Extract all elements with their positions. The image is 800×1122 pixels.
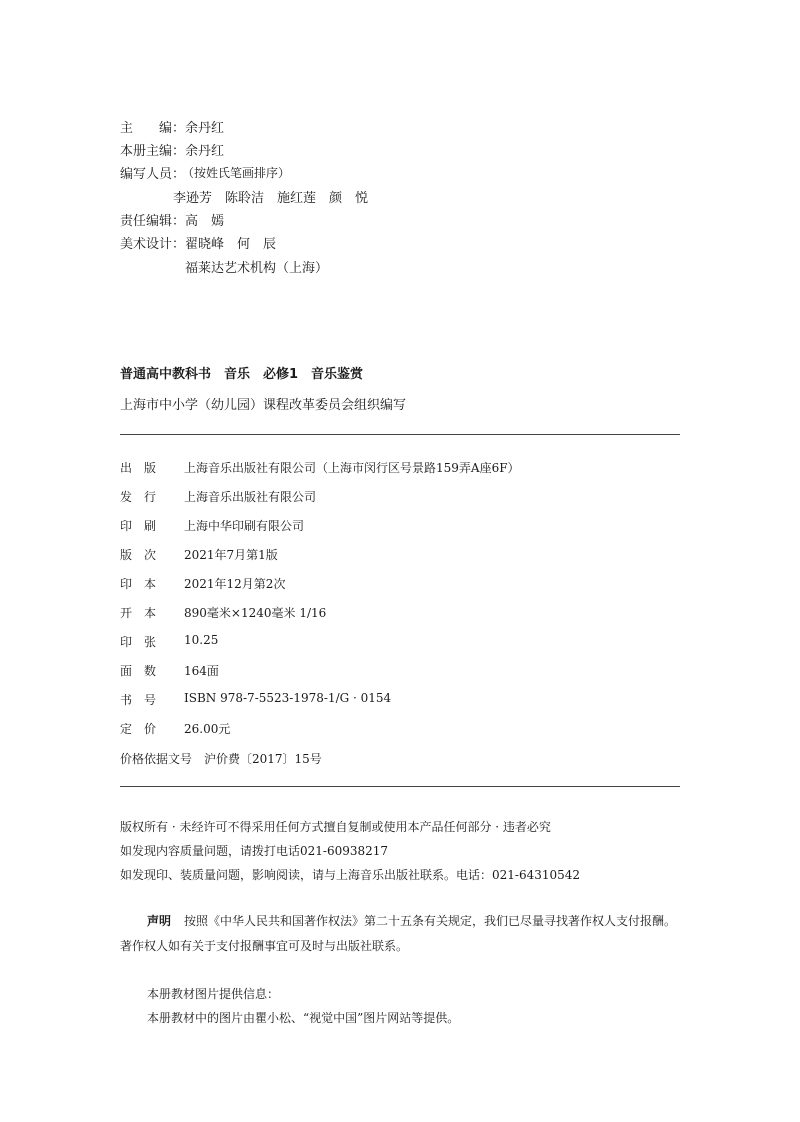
statement-line-1: 按照《中华人民共和国著作权法》第二十五条有关规定，我们已尽量寻找著作权人支付报酬。 xyxy=(184,914,677,928)
credit-chief-editor: 余丹红 xyxy=(185,121,225,136)
pub-value: 164面 xyxy=(184,664,219,678)
credit-writers-label: 编写人员： xyxy=(120,167,186,182)
pub-label: 出 版 xyxy=(120,461,157,475)
pub-value: 上海音乐出版社有限公司 xyxy=(184,490,317,504)
top-divider xyxy=(120,434,680,435)
credit-responsible-editor-label: 责任编辑： xyxy=(120,214,186,229)
statement-heading: 声明 xyxy=(147,914,172,928)
credit-writers-order-note: （按姓氏笔画排序） xyxy=(182,166,291,180)
bottom-divider xyxy=(120,786,680,787)
pub-value: 890毫米×1240毫米 1/16 xyxy=(184,606,327,620)
pub-label: 定 价 xyxy=(120,722,157,736)
pub-value: 上海中华印刷有限公司 xyxy=(184,519,305,533)
image-credits-text: 本册教材中的图片由瞿小松、“视觉中国”图片网站等提供。 xyxy=(147,1011,460,1025)
pub-label: 印 本 xyxy=(120,577,157,591)
pub-value: ISBN 978-7-5523-1978-1/G · 0154 xyxy=(184,691,392,705)
book-compiler: 上海市中小学（幼儿园）课程改革委员会组织编写 xyxy=(120,398,407,413)
pub-label: 印 刷 xyxy=(120,519,157,533)
pub-value: 2021年7月第1版 xyxy=(184,548,278,562)
book-title: 普通高中教科书 音乐 必修1 音乐鉴赏 xyxy=(120,367,364,382)
pub-value: 2021年12月第2次 xyxy=(184,577,286,591)
pub-label: 面 数 xyxy=(120,664,157,678)
pub-label: 版 次 xyxy=(120,548,157,562)
pub-value: 上海音乐出版社有限公司（上海市闵行区号景路159弄A座6F） xyxy=(184,461,520,475)
copyright-notice: 版权所有 · 未经许可不得采用任何方式擅自复制或使用本产品任何部分 · 违者必究 xyxy=(120,820,551,834)
pub-value: 10.25 xyxy=(184,633,219,647)
pub-label: 开 本 xyxy=(120,606,157,620)
credit-art-agency: 福莱达艺术机构（上海） xyxy=(185,261,329,276)
price-basis: 价格依据文号 沪价费〔2017〕15号 xyxy=(120,752,322,766)
print-issue-notice: 如发现印、装质量问题，影响阅读，请与上海音乐出版社联系。电话：021-64310542 xyxy=(120,868,581,882)
credit-art-design-label: 美术设计： xyxy=(120,237,186,252)
credit-art-design: 翟晓峰 何 辰 xyxy=(185,237,277,252)
statement-line-2: 著作权人如有关于支付报酬事宜可及时与出版社联系。 xyxy=(120,939,409,953)
content-issue-notice: 如发现内容质量问题，请拨打电话021-60938217 xyxy=(120,844,389,858)
credit-volume-editor-label: 本册主编： xyxy=(120,144,186,159)
credit-chief-editor-label: 主 编： xyxy=(120,121,186,136)
pub-label: 印 张 xyxy=(120,635,157,649)
credit-writers: 李逊芳 陈聆洁 施红莲 颜 悦 xyxy=(173,191,369,206)
pub-label: 发 行 xyxy=(120,490,157,504)
credit-volume-editor: 余丹红 xyxy=(185,144,225,159)
credit-responsible-editor: 高 嫣 xyxy=(185,214,225,229)
pub-label: 书 号 xyxy=(120,693,157,707)
image-credits-heading: 本册教材图片提供信息： xyxy=(147,987,280,1001)
pub-value: 26.00元 xyxy=(184,722,231,736)
